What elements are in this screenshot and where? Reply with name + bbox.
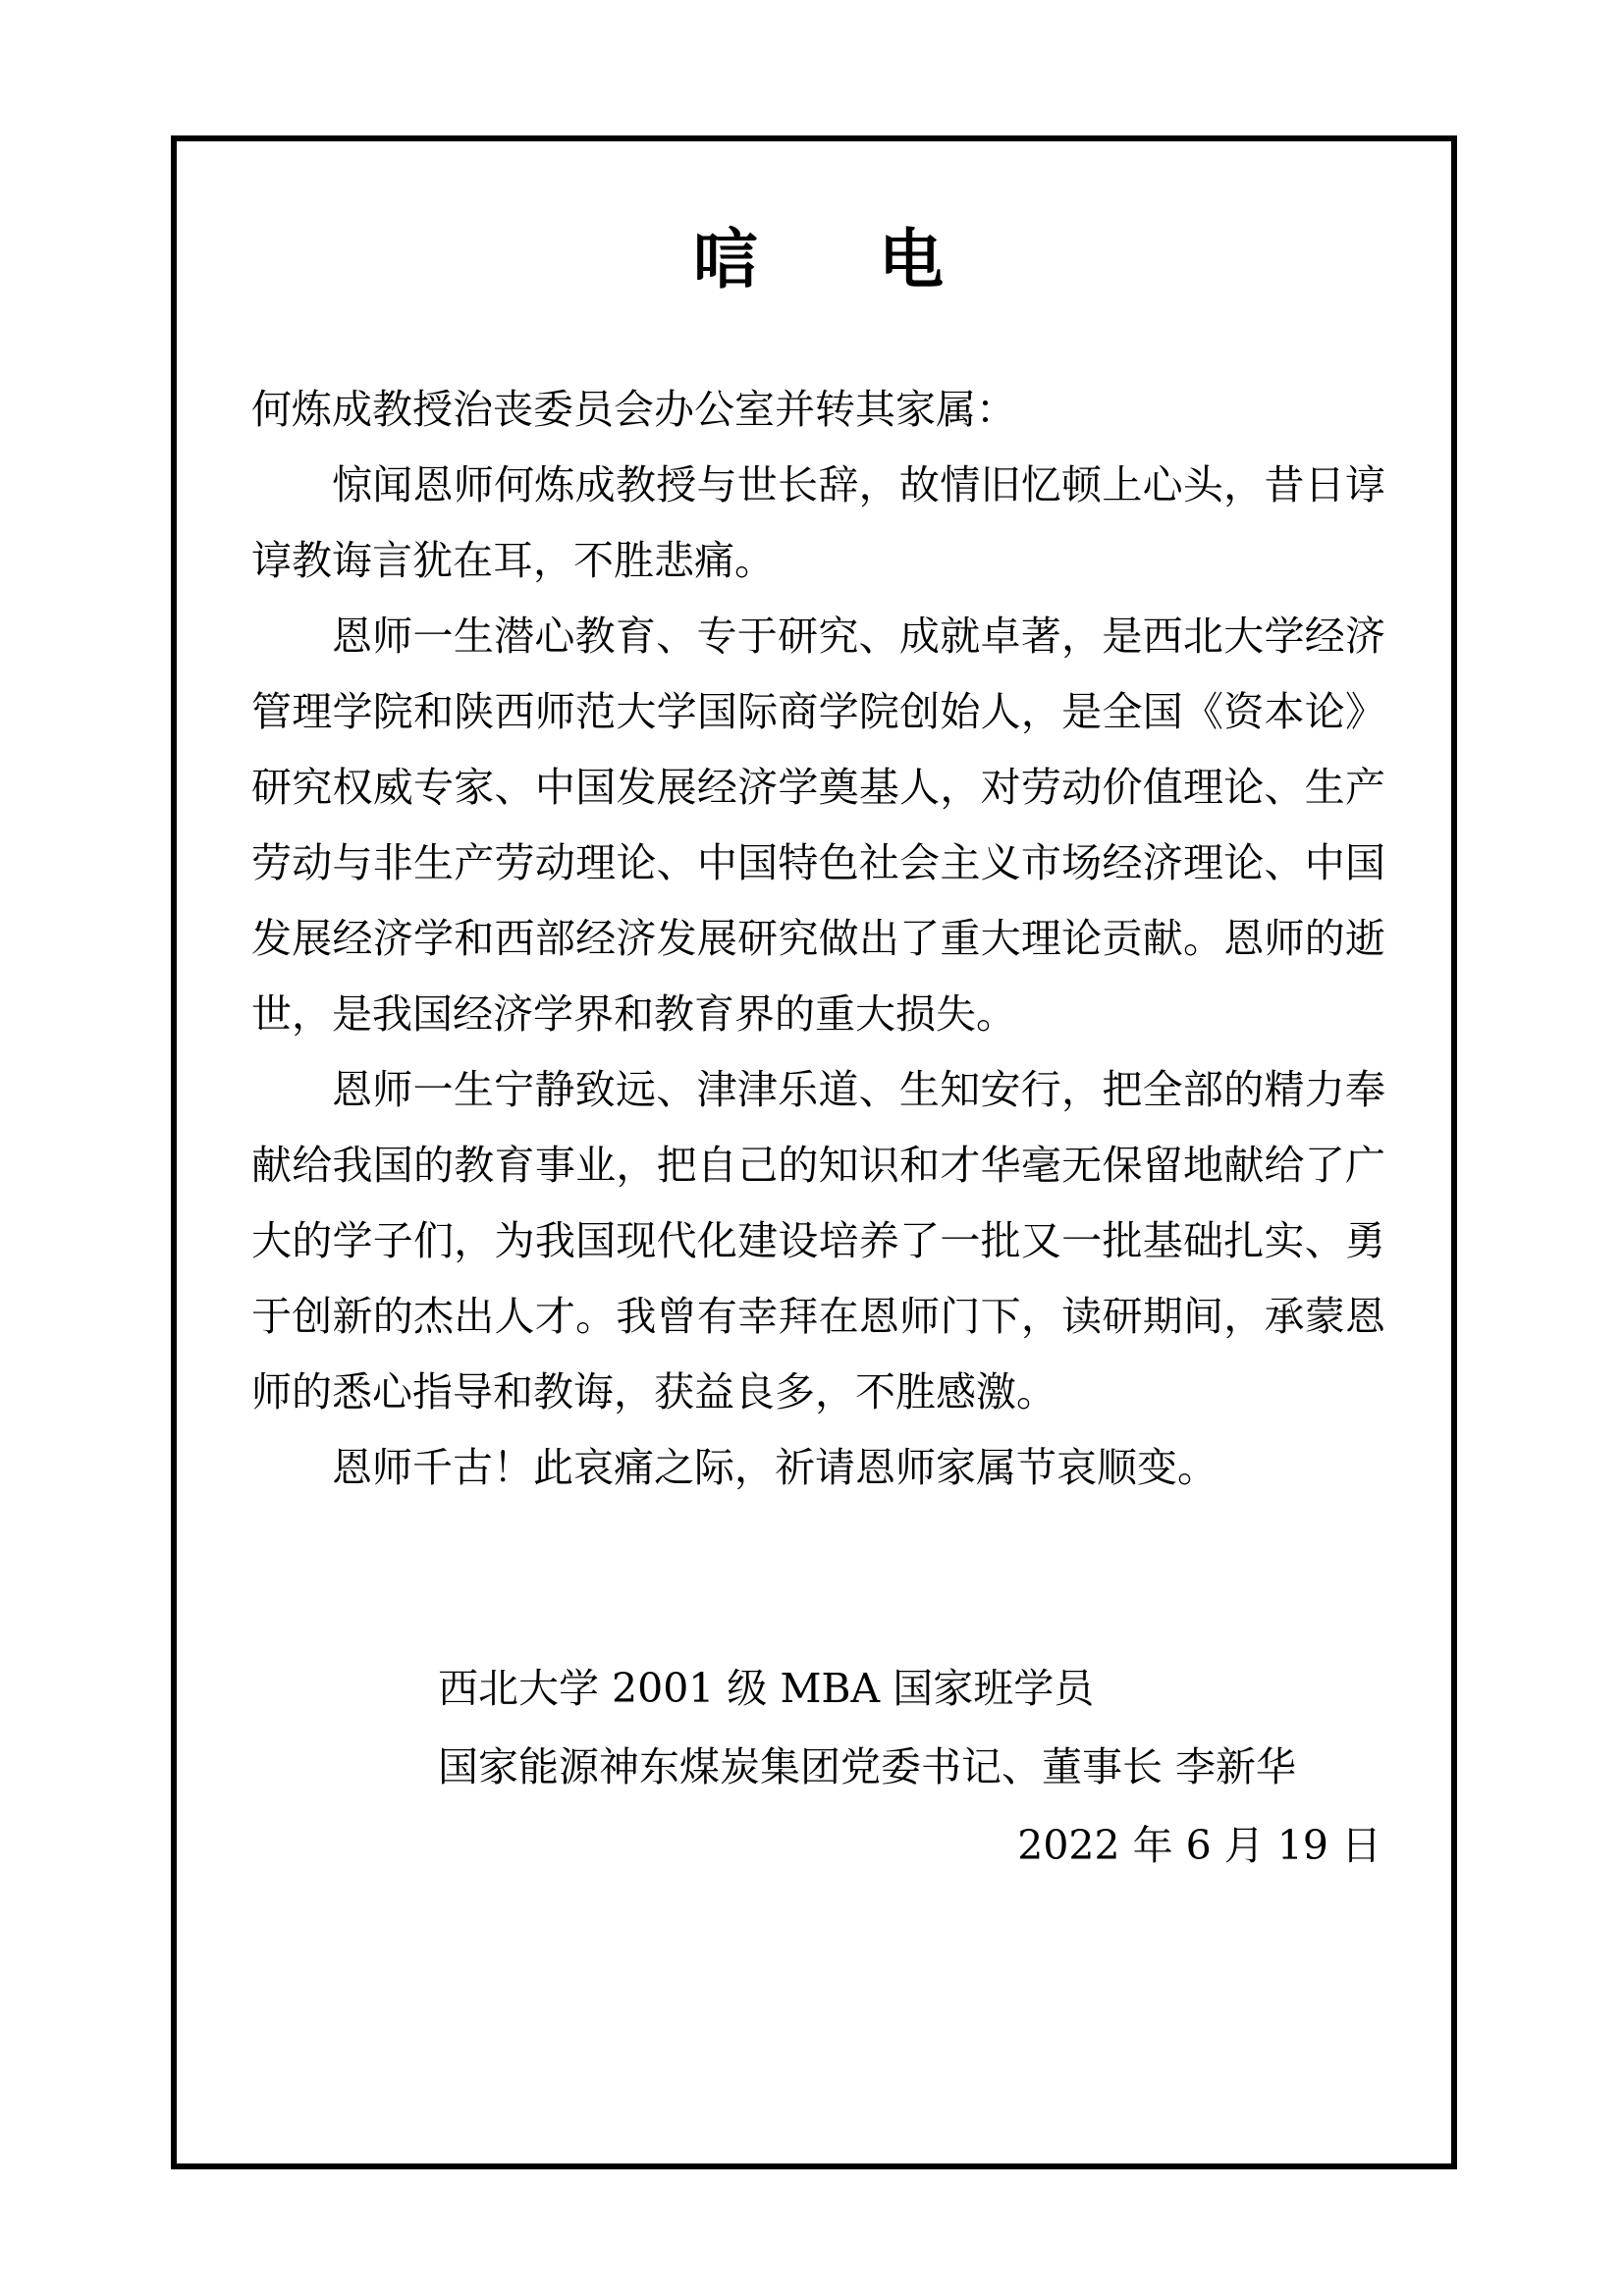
document-body: [251, 141, 1385, 1885]
signature-date: 2022 年 6 月 19 日: [1017, 1822, 1381, 1869]
document-title: 唁 电: [693, 221, 993, 297]
salutation: 何炼成教授治丧委员会办公室并转其家属：: [251, 386, 1016, 433]
paragraph-1: 惊闻恩师何炼成教授与世长辞，故情旧忆顿上心头，昔日谆谆教诲言犹在耳，不胜悲痛。: [251, 461, 1385, 584]
document-frame: [171, 135, 1457, 2169]
signature-affiliation: 西北大学 2001 级 MBA 国家班学员: [438, 1665, 1095, 1712]
paragraph-3: 恩师一生宁静致远、津津乐道、生知安行，把全部的精力奉献给我国的教育事业，把自己的知识和才华毫无保留地献给了广大的学子们，为我国现代化建设培养了一批又一批基础扎实、勇于创新的杰出人才。我曾有幸拜在恩师门下，读研期间，承蒙恩师的悉心指导和教诲，获益良多，不胜感激。: [251, 1066, 1385, 1415]
signature-block: [251, 1649, 1385, 1885]
signature-name: 国家能源神东煤炭集团党委书记、董事长 李新华: [438, 1743, 1297, 1790]
paragraph-2: 恩师一生潜心教育、专于研究、成就卓著，是西北大学经济管理学院和陕西师范大学国际商学院创始人，是全国《资本论》研究权威专家、中国发展经济学奠基人，对劳动价值理论、生产劳动与非生产劳动理论、中国特色社会主义市场经济理论、中国发展经济学和西部经济发展研究做出了重大理论贡献。恩师的逝世，是我国经济学界和教育界的重大损失。: [251, 613, 1385, 1038]
paragraph-4: 恩师千古！此哀痛之际，祈请恩师家属节哀顺变。: [332, 1444, 1218, 1491]
